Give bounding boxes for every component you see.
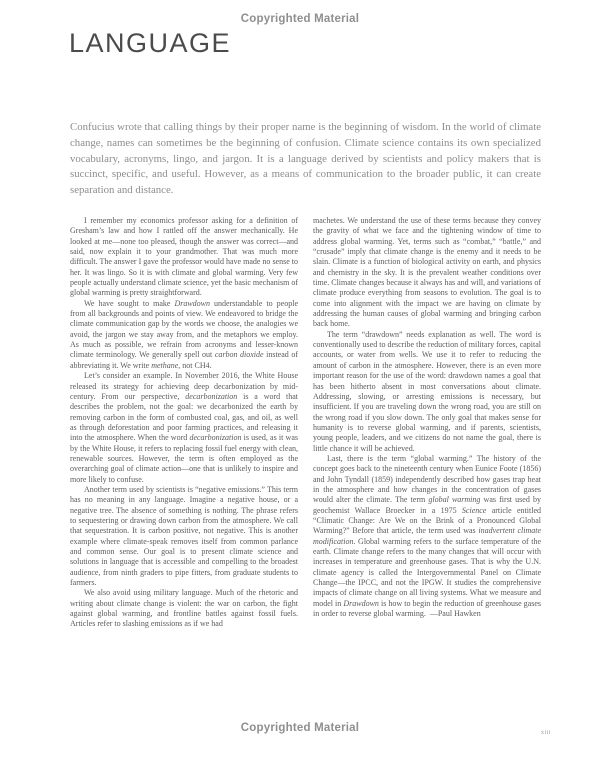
body-text-columns — [70, 216, 541, 630]
paragraph: We have sought to make Drawdown understandable to people from all backgrounds and points of view. We endeavored to bridge the climate communication gap by the words we choose, the analogies we avoid, the jargon we stay away from, and the metaphors we employ. As much as possible, we refrain from acronyms and lesser-known climate terminology. We generally spell out carbon dioxide instead of abbreviating it. We write methane, not CH4. — [70, 298, 298, 370]
page-title: LANGUAGE — [69, 28, 232, 58]
left-column — [70, 216, 298, 630]
right-column — [313, 216, 541, 630]
intro-paragraph: Confucius wrote that calling things by their proper name is the beginning of wisdom. In the world of climate change, names can sometimes be the beginning of confusion. Climate science contains its own specialized vocabulary, acronyms, lingo, and jargon. It is a language derived by scientists and policy makers that is succinct, specific, and useful. However, as a means of communication to the broader public, it can create separation and distance. — [70, 121, 541, 197]
paragraph: Let’s consider an example. In November 2016, the White House released its strategy for achieving deep decarbonization by mid-century. From our perspective, decarbonization is a word that describes the problem, not the goal: we decarbonized the earth by removing carbon in the form of combusted coal, gas, and oil, as well as through deforestation and poor farming practices, and releasing it into the atmosphere. When the word decarbonization is used, as it was by the White House, it refers to replacing fossil fuel energy with clean, renewable sources. However, the term is often employed as the overarching goal of climate action—one that is unlikely to inspire and more likely to confuse. — [70, 371, 298, 484]
copyright-notice-bottom: Copyrighted Material — [240, 722, 360, 734]
paragraph: machetes. We understand the use of these terms because they convey the gravity of what we face and the tightening window of time to address global warming. Yet, terms such as “combat,” “battle,” and “crusade” imply that climate change is the enemy and it needs to be slain. Climate is a function of biological activity on earth, and physics and chemistry in the sky. It is the prevalent weather conditions over time. Climate changes because it always has and will, and variations of climate produce everything from seasons to evolution. The goal is to come into alignment with the impact we are having on climate by addressing the human causes of global warming and bringing carbon back home. — [313, 216, 541, 329]
copyright-notice-top: Copyrighted Material — [240, 13, 360, 25]
page-number: xiii — [541, 730, 552, 736]
paragraph: The term “drawdown” needs explanation as well. The word is conventionally used to describe the reduction of military forces, capital accounts, or water from wells. We use it to refer to reducing the amount of carbon in the atmosphere. However, there is an even more important reason for the use of the word: drawdown names a goal that has been hitherto absent in most conversations about climate. Addressing, slowing, or arresting emissions is necessary, but insufficient. If you are traveling down the wrong road, you are still on the wrong road if you slow down. The only goal that makes sense for humanity is to reverse global warming, and if parents, scientists, young people, leaders, and we citizens do not name the goal, there is little chance it will be achieved. — [313, 329, 541, 453]
paragraph: I remember my economics professor asking for a definition of Gresham’s law and how I rattled off the answer mechanically. He looked at me—none too pleased, though the answer was correct—and said, now explain it to your grandmother. That was much more difficult. The answer I gave the professor would have made no sense to her. It was lingo. So it is with climate and global warming. Very few people actually understand climate science, yet the basic mechanism of global warming is pretty straightforward. — [70, 216, 298, 298]
paragraph: Last, there is the term “global warming.” The history of the concept goes back to the nineteenth century when Eunice Foote (1856) and John Tyndall (1859) independently described how gases trap heat in the atmosphere and how changes in the concentration of gases would alter the climate. The term global warming was first used by geochemist Wallace Broecker in a 1975 Science article entitled “Climatic Change: Are We on the Brink of a Pronounced Global Warming?” Before that article, the term used was inadvertent climate modification. Global warming refers to the surface temperature of the earth. Climate change refers to the many changes that will occur with increases in temperature and greenhouse gases. That is why the U.N. climate agency is called the Intergovernmental Panel on Climate Change—the IPCC, and not the IPGW. It studies the comprehensive impacts of climate change on all living systems. What we measure and model in Drawdown is how to begin the reduction of greenhouse gases in order to reverse global warming. —Paul Hawken — [313, 453, 542, 619]
paragraph: We also avoid using military language. Much of the rhetoric and writing about climate change is violent: the war on carbon, the fight against global warming, and frontline battles against fossil fuels. Articles refer to slashing emissions as if we had — [70, 588, 298, 629]
paragraph: Another term used by scientists is “negative emissions.” This term has no meaning in any language. Imagine a negative house, or a negative tree. The absence of something is nothing. The phrase refers to sequestering or drawing down carbon from the atmosphere. We call that sequestration. It is carbon positive, not negative. This is another example where climate-speak removes itself from common parlance and common sense. Our goal is to present climate science and solutions in language that is accessible and compelling to the broadest audience, from ninth graders to pipe fitters, from graduate students to farmers. — [70, 484, 298, 588]
